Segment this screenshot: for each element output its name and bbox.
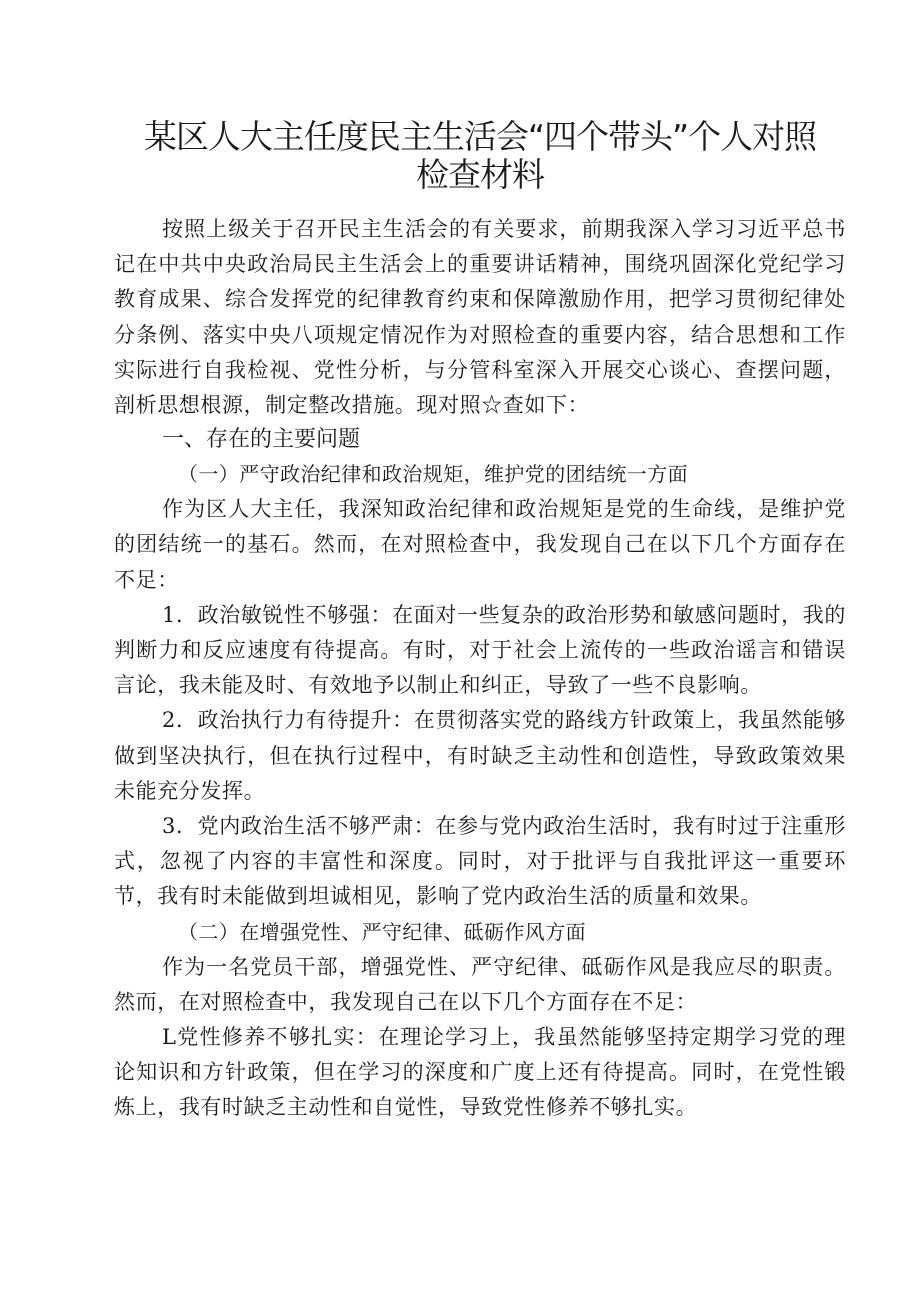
subsection-1-intro: 作为区人大主任，我深知政治纪律和政治规矩是党的生命线，是维护党的团结统一的基石。然而，在对照检查中，我发现自己在以下几个方面存在不足： (114, 497, 846, 592)
subsection-2-item-1: L党性修养不够扎实：在理论学习上，我虽然能够坚持定期学习党的理论知识和方针政策，但在学习的深度和广度上还有待提高。同时，在党性锻炼上，我有时缺乏主动性和自觉性，导致党性修养不够扎实。 (114, 1025, 846, 1120)
intro-paragraph: 按照上级关于召开民主生活会的有关要求，前期我深入学习习近平总书记在中共中央政治局民主生活会上的重要讲话精神，围绕巩固深化党纪学习教育成果、综合发挥党的纪律教育约束和保障激励作用，把学习贯彻纪律处分条例、落实中央八项规定情况作为对照检查的重要内容，结合思想和工作实际进行自我检视、党性分析，与分管科室深入开展交心谈心、查摆问题，剖析思想根源，制定整改措施。现对照☆查如下： (114, 217, 846, 418)
document-page (114, 118, 846, 1126)
title-line-2: 检查材料 (416, 155, 544, 194)
title-line-1: 某区人大主任度民主生活会“四个带头”个人对照 (143, 117, 817, 156)
subsection-2-intro: 作为一名党员干部，增强党性、严守纪律、砥砺作风是我应尽的职责。然而，在对照检查中，我发现自己在以下几个方面存在不足： (114, 954, 846, 1014)
subsection-1-item-3: 3．党内政治生活不够严肃：在参与党内政治生活时，我有时过于注重形式，忽视了内容的丰富性和深度。同时，对于批评与自我批评这一重要环节，我有时未能做到坦诚相见，影响了党内政治生活的质量和效果。 (114, 814, 846, 909)
subsection-1-item-2: 2．政治执行力有待提升：在贯彻落实党的路线方针政策上，我虽然能够做到坚决执行，但在执行过程中，有时缺乏主动性和创造性，导致政策效果未能充分发挥。 (114, 708, 846, 803)
document-title (108, 118, 852, 194)
subsection-heading-2: （二）在增强党性、严守纪律、砥砺作风方面 (178, 919, 586, 944)
section-heading-1: 一、存在的主要问题 (162, 427, 361, 453)
subsection-1-item-1: 1．政治敏锐性不够强：在面对一些复杂的政治形势和敏感问题时，我的判断力和反应速度有待提高。有时，对于社会上流传的一些政治谣言和错误言论，我未能及时、有效地予以制止和纠正，导致了一些不良影响。 (114, 602, 846, 698)
subsection-heading-1: （一）严守政治纪律和政治规矩，维护党的团结统一方面 (178, 462, 688, 487)
